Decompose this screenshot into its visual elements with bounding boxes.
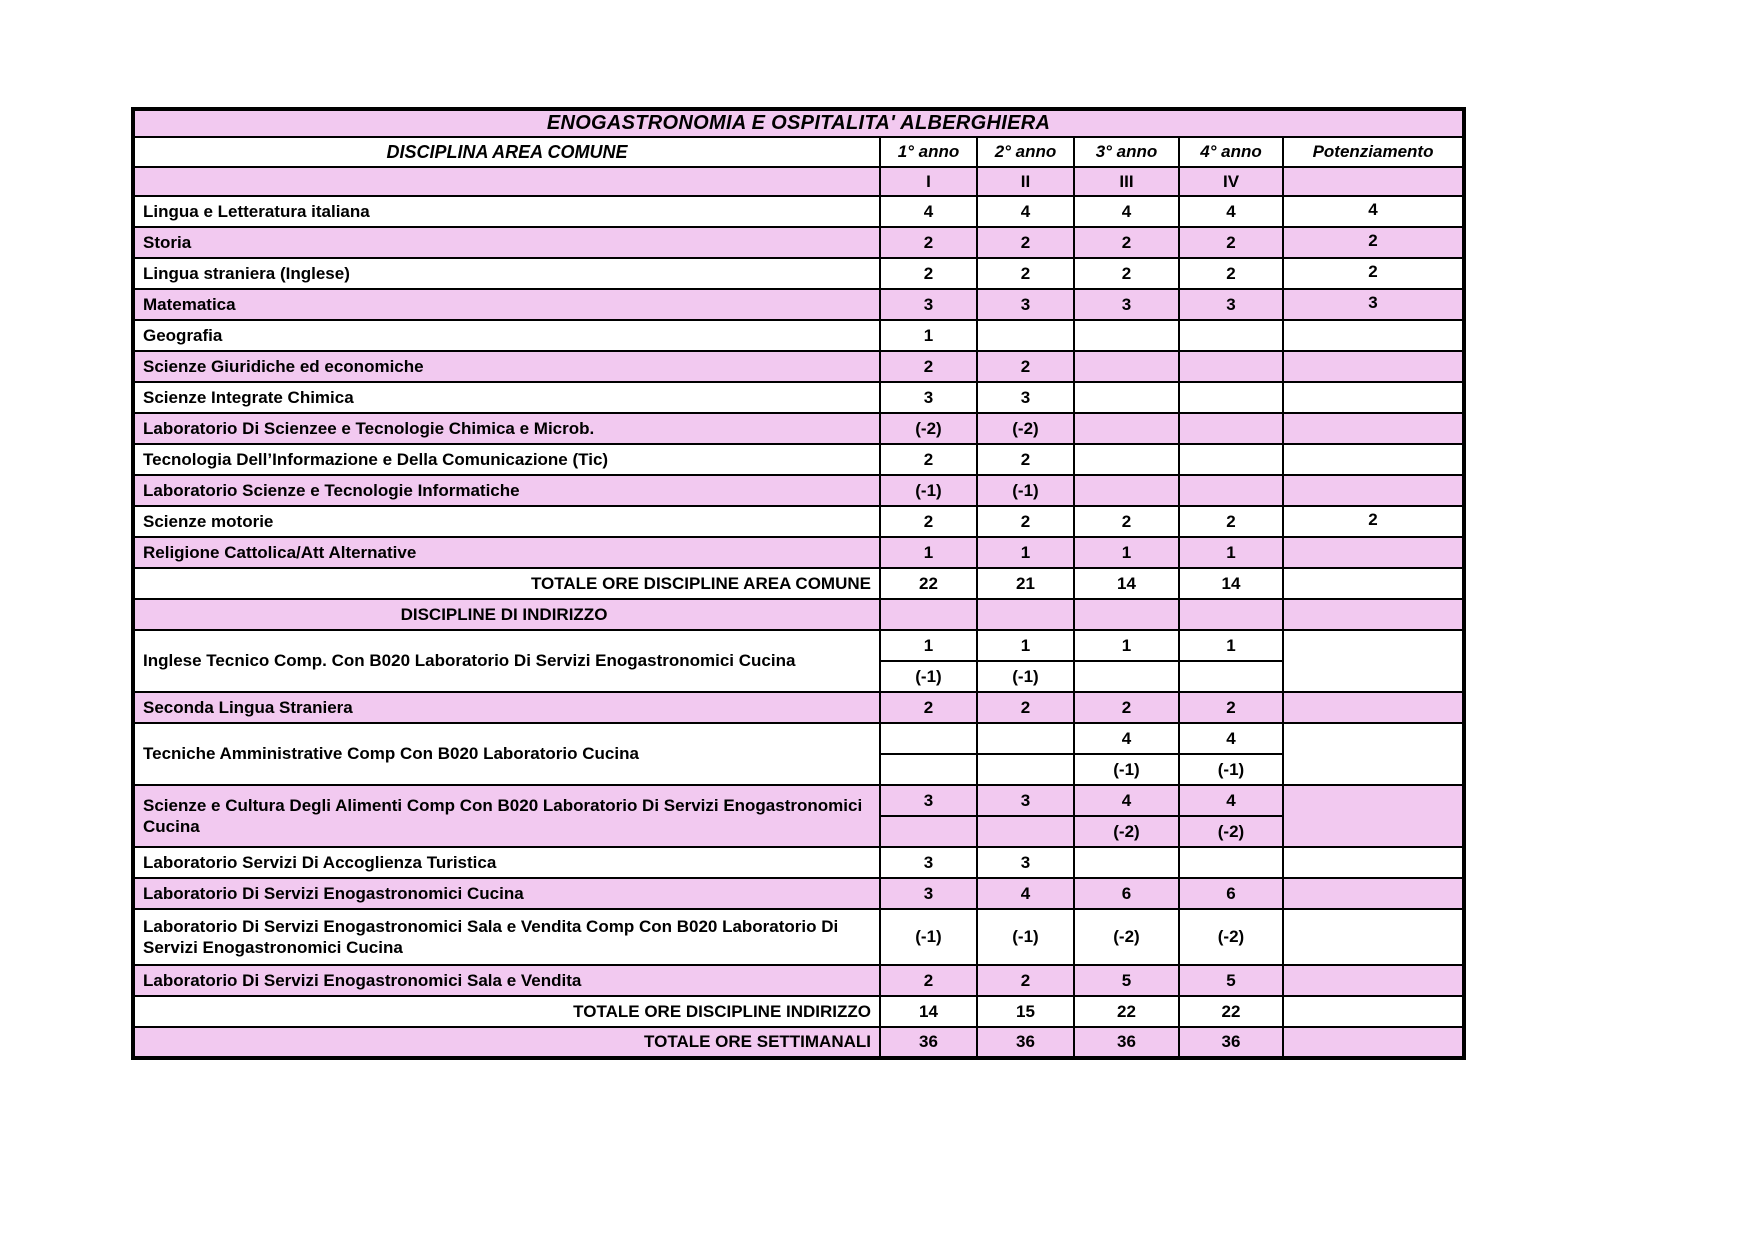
hours-cell: 2 bbox=[977, 965, 1074, 996]
table-row bbox=[133, 909, 1464, 965]
column-header-potenziamento: Potenziamento bbox=[1283, 137, 1464, 167]
hours-cell bbox=[1179, 351, 1283, 382]
hours-cell: (-1) bbox=[880, 909, 977, 965]
table-row bbox=[133, 537, 1464, 568]
hours-cell bbox=[977, 816, 1074, 847]
table-subheader-row bbox=[133, 167, 1464, 196]
hours-cell bbox=[1074, 444, 1179, 475]
discipline-label: Matematica bbox=[133, 289, 880, 320]
hours-cell bbox=[1179, 847, 1283, 878]
curriculum-table-wrapper bbox=[131, 107, 1462, 1060]
hours-cell: 1 bbox=[880, 630, 977, 661]
table-row bbox=[133, 847, 1464, 878]
potenziamento-cell bbox=[1283, 599, 1464, 630]
hours-cell: 1 bbox=[1179, 537, 1283, 568]
hours-cell: (-2) bbox=[1074, 909, 1179, 965]
hours-cell: 3 bbox=[880, 878, 977, 909]
hours-cell: 21 bbox=[977, 568, 1074, 599]
hours-cell bbox=[1179, 661, 1283, 692]
hours-cell: 2 bbox=[880, 258, 977, 289]
hours-cell: 36 bbox=[1074, 1027, 1179, 1058]
hours-cell: (-1) bbox=[1074, 754, 1179, 785]
hours-cell: (-1) bbox=[977, 475, 1074, 506]
table-row bbox=[133, 413, 1464, 444]
discipline-label: Scienze Giuridiche ed economiche bbox=[133, 351, 880, 382]
hours-cell: 3 bbox=[880, 847, 977, 878]
potenziamento-cell bbox=[1283, 878, 1464, 909]
hours-cell: 2 bbox=[880, 506, 977, 537]
hours-cell: 3 bbox=[977, 785, 1074, 816]
discipline-label: Scienze motorie bbox=[133, 506, 880, 537]
hours-cell: 22 bbox=[1074, 996, 1179, 1027]
hours-cell: 3 bbox=[880, 382, 977, 413]
hours-cell bbox=[880, 723, 977, 754]
potenziamento-cell bbox=[1283, 382, 1464, 413]
discipline-label: Seconda Lingua Straniera bbox=[133, 692, 880, 723]
subheader-roman-2: II bbox=[977, 167, 1074, 196]
hours-cell: (-1) bbox=[1179, 754, 1283, 785]
hours-cell: 2 bbox=[1074, 258, 1179, 289]
potenziamento-cell: 3 bbox=[1283, 289, 1464, 320]
hours-cell bbox=[1179, 444, 1283, 475]
potenziamento-cell bbox=[1283, 537, 1464, 568]
table-row bbox=[133, 878, 1464, 909]
potenziamento-cell bbox=[1283, 965, 1464, 996]
hours-cell: 14 bbox=[1074, 568, 1179, 599]
discipline-label: DISCIPLINE DI INDIRIZZO bbox=[133, 599, 880, 630]
hours-cell bbox=[1179, 382, 1283, 413]
hours-cell: 6 bbox=[1179, 878, 1283, 909]
potenziamento-cell bbox=[1283, 413, 1464, 444]
hours-cell bbox=[977, 754, 1074, 785]
discipline-label: Scienze Integrate Chimica bbox=[133, 382, 880, 413]
subheader-roman-1: I bbox=[880, 167, 977, 196]
hours-cell: 1 bbox=[977, 630, 1074, 661]
hours-cell: 14 bbox=[1179, 568, 1283, 599]
table-row bbox=[133, 444, 1464, 475]
discipline-label: Laboratorio Di Servizi Enogastronomici Sala e Vendita bbox=[133, 965, 880, 996]
hours-cell: 4 bbox=[1074, 785, 1179, 816]
hours-cell: 2 bbox=[977, 506, 1074, 537]
column-header-year-3: 3° anno bbox=[1074, 137, 1179, 167]
hours-cell: 36 bbox=[1179, 1027, 1283, 1058]
table-title-row bbox=[133, 109, 1464, 137]
table-row bbox=[133, 289, 1464, 320]
hours-cell: 1 bbox=[1179, 630, 1283, 661]
potenziamento-cell bbox=[1283, 723, 1464, 785]
hours-cell: 2 bbox=[1074, 227, 1179, 258]
potenziamento-cell bbox=[1283, 996, 1464, 1027]
potenziamento-cell bbox=[1283, 568, 1464, 599]
hours-cell: 2 bbox=[1074, 506, 1179, 537]
hours-cell: 4 bbox=[1074, 723, 1179, 754]
hours-cell: 2 bbox=[977, 227, 1074, 258]
discipline-label: Laboratorio Di Scienzee e Tecnologie Chimica e Microb. bbox=[133, 413, 880, 444]
discipline-label: Storia bbox=[133, 227, 880, 258]
hours-cell bbox=[880, 599, 977, 630]
hours-cell: 3 bbox=[977, 382, 1074, 413]
table-row bbox=[133, 475, 1464, 506]
discipline-label: Lingua straniera (Inglese) bbox=[133, 258, 880, 289]
hours-cell: 1 bbox=[1074, 537, 1179, 568]
hours-cell: (-2) bbox=[977, 413, 1074, 444]
column-header-year-4: 4° anno bbox=[1179, 137, 1283, 167]
hours-cell: 3 bbox=[977, 289, 1074, 320]
potenziamento-cell: 2 bbox=[1283, 506, 1464, 537]
hours-cell: 2 bbox=[1179, 506, 1283, 537]
potenziamento-cell bbox=[1283, 320, 1464, 351]
hours-cell bbox=[1074, 661, 1179, 692]
hours-cell: (-1) bbox=[880, 661, 977, 692]
discipline-label: Laboratorio Scienze e Tecnologie Informatiche bbox=[133, 475, 880, 506]
hours-cell: 4 bbox=[977, 196, 1074, 227]
hours-cell: 5 bbox=[1074, 965, 1179, 996]
hours-cell: 4 bbox=[1074, 196, 1179, 227]
curriculum-table bbox=[131, 107, 1466, 1060]
table-row bbox=[133, 785, 1464, 816]
hours-cell: 5 bbox=[1179, 965, 1283, 996]
hours-cell bbox=[1179, 320, 1283, 351]
hours-cell bbox=[1074, 382, 1179, 413]
discipline-label: TOTALE ORE DISCIPLINE INDIRIZZO bbox=[133, 996, 880, 1027]
potenziamento-cell bbox=[1283, 444, 1464, 475]
table-row bbox=[133, 630, 1464, 661]
hours-cell bbox=[1179, 413, 1283, 444]
potenziamento-cell bbox=[1283, 847, 1464, 878]
hours-cell: 4 bbox=[1179, 196, 1283, 227]
potenziamento-cell bbox=[1283, 630, 1464, 692]
hours-cell: 1 bbox=[880, 320, 977, 351]
discipline-label: Tecniche Amministrative Comp Con B020 Laboratorio Cucina bbox=[133, 723, 880, 785]
hours-cell bbox=[977, 599, 1074, 630]
discipline-label: TOTALE ORE SETTIMANALI bbox=[133, 1027, 880, 1058]
subheader-roman-4: IV bbox=[1179, 167, 1283, 196]
discipline-label: Lingua e Letteratura italiana bbox=[133, 196, 880, 227]
hours-cell bbox=[977, 723, 1074, 754]
hours-cell: 2 bbox=[1179, 258, 1283, 289]
hours-cell: 2 bbox=[880, 227, 977, 258]
discipline-label: Inglese Tecnico Comp. Con B020 Laboratorio Di Servizi Enogastronomici Cucina bbox=[133, 630, 880, 692]
hours-cell: (-2) bbox=[1179, 816, 1283, 847]
table-row bbox=[133, 1027, 1464, 1058]
curriculum-table-body bbox=[133, 109, 1464, 1058]
hours-cell: 2 bbox=[880, 444, 977, 475]
table-title: ENOGASTRONOMIA E OSPITALITA' ALBERGHIERA bbox=[133, 109, 1464, 137]
hours-cell bbox=[1074, 847, 1179, 878]
table-row bbox=[133, 320, 1464, 351]
potenziamento-cell: 4 bbox=[1283, 196, 1464, 227]
potenziamento-cell bbox=[1283, 909, 1464, 965]
hours-cell: 1 bbox=[1074, 630, 1179, 661]
hours-cell bbox=[1074, 599, 1179, 630]
hours-cell: 22 bbox=[1179, 996, 1283, 1027]
table-row bbox=[133, 258, 1464, 289]
potenziamento-cell: 2 bbox=[1283, 258, 1464, 289]
subheader-empty bbox=[133, 167, 880, 196]
table-row bbox=[133, 599, 1464, 630]
table-row bbox=[133, 692, 1464, 723]
discipline-label: Laboratorio Di Servizi Enogastronomici Cucina bbox=[133, 878, 880, 909]
discipline-label: Geografia bbox=[133, 320, 880, 351]
table-row bbox=[133, 382, 1464, 413]
table-row bbox=[133, 227, 1464, 258]
hours-cell: 2 bbox=[880, 692, 977, 723]
hours-cell: 2 bbox=[977, 444, 1074, 475]
hours-cell: (-2) bbox=[1074, 816, 1179, 847]
column-header-year-1: 1° anno bbox=[880, 137, 977, 167]
table-row bbox=[133, 351, 1464, 382]
discipline-label: Tecnologia Dell’Informazione e Della Comunicazione (Tic) bbox=[133, 444, 880, 475]
hours-cell bbox=[1074, 413, 1179, 444]
potenziamento-cell bbox=[1283, 351, 1464, 382]
hours-cell: 3 bbox=[880, 289, 977, 320]
hours-cell: 3 bbox=[1074, 289, 1179, 320]
hours-cell: 6 bbox=[1074, 878, 1179, 909]
hours-cell: 1 bbox=[977, 537, 1074, 568]
hours-cell: (-2) bbox=[880, 413, 977, 444]
hours-cell: 2 bbox=[977, 351, 1074, 382]
hours-cell: 3 bbox=[977, 847, 1074, 878]
discipline-label: Scienze e Cultura Degli Alimenti Comp Con B020 Laboratorio Di Servizi Enogastronomici Cucina bbox=[133, 785, 880, 847]
hours-cell bbox=[880, 816, 977, 847]
hours-cell: (-2) bbox=[1179, 909, 1283, 965]
table-row bbox=[133, 568, 1464, 599]
table-row bbox=[133, 723, 1464, 754]
hours-cell bbox=[1179, 475, 1283, 506]
hours-cell bbox=[1074, 351, 1179, 382]
hours-cell: 14 bbox=[880, 996, 977, 1027]
hours-cell: 22 bbox=[880, 568, 977, 599]
hours-cell: 36 bbox=[977, 1027, 1074, 1058]
potenziamento-cell bbox=[1283, 692, 1464, 723]
hours-cell: 4 bbox=[1179, 785, 1283, 816]
potenziamento-cell bbox=[1283, 475, 1464, 506]
discipline-label: Religione Cattolica/Att Alternative bbox=[133, 537, 880, 568]
hours-cell: 2 bbox=[977, 258, 1074, 289]
hours-cell: 2 bbox=[880, 351, 977, 382]
discipline-label: TOTALE ORE DISCIPLINE AREA COMUNE bbox=[133, 568, 880, 599]
hours-cell bbox=[880, 754, 977, 785]
hours-cell: 15 bbox=[977, 996, 1074, 1027]
hours-cell bbox=[977, 320, 1074, 351]
discipline-label: Laboratorio Di Servizi Enogastronomici Sala e Vendita Comp Con B020 Laboratorio Di Servizi Enogastronomici Cucina bbox=[133, 909, 880, 965]
hours-cell: 3 bbox=[880, 785, 977, 816]
potenziamento-cell: 2 bbox=[1283, 227, 1464, 258]
hours-cell: 2 bbox=[1179, 692, 1283, 723]
subheader-roman-3: III bbox=[1074, 167, 1179, 196]
column-header-discipline: DISCIPLINA AREA COMUNE bbox=[133, 137, 880, 167]
column-header-year-2: 2° anno bbox=[977, 137, 1074, 167]
hours-cell: 2 bbox=[880, 965, 977, 996]
table-row bbox=[133, 506, 1464, 537]
hours-cell bbox=[1179, 599, 1283, 630]
table-row bbox=[133, 996, 1464, 1027]
hours-cell: 4 bbox=[880, 196, 977, 227]
hours-cell: (-1) bbox=[880, 475, 977, 506]
potenziamento-cell bbox=[1283, 785, 1464, 847]
potenziamento-cell bbox=[1283, 1027, 1464, 1058]
table-row bbox=[133, 196, 1464, 227]
hours-cell: 3 bbox=[1179, 289, 1283, 320]
hours-cell: 2 bbox=[1074, 692, 1179, 723]
hours-cell: 36 bbox=[880, 1027, 977, 1058]
hours-cell: 2 bbox=[977, 692, 1074, 723]
hours-cell bbox=[1074, 320, 1179, 351]
table-header-row bbox=[133, 137, 1464, 167]
subheader-potenziamento-empty bbox=[1283, 167, 1464, 196]
discipline-label: Laboratorio Servizi Di Accoglienza Turistica bbox=[133, 847, 880, 878]
hours-cell: (-1) bbox=[977, 661, 1074, 692]
table-row bbox=[133, 965, 1464, 996]
hours-cell: 1 bbox=[880, 537, 977, 568]
hours-cell: 2 bbox=[1179, 227, 1283, 258]
hours-cell: 4 bbox=[977, 878, 1074, 909]
hours-cell: (-1) bbox=[977, 909, 1074, 965]
hours-cell: 4 bbox=[1179, 723, 1283, 754]
hours-cell bbox=[1074, 475, 1179, 506]
